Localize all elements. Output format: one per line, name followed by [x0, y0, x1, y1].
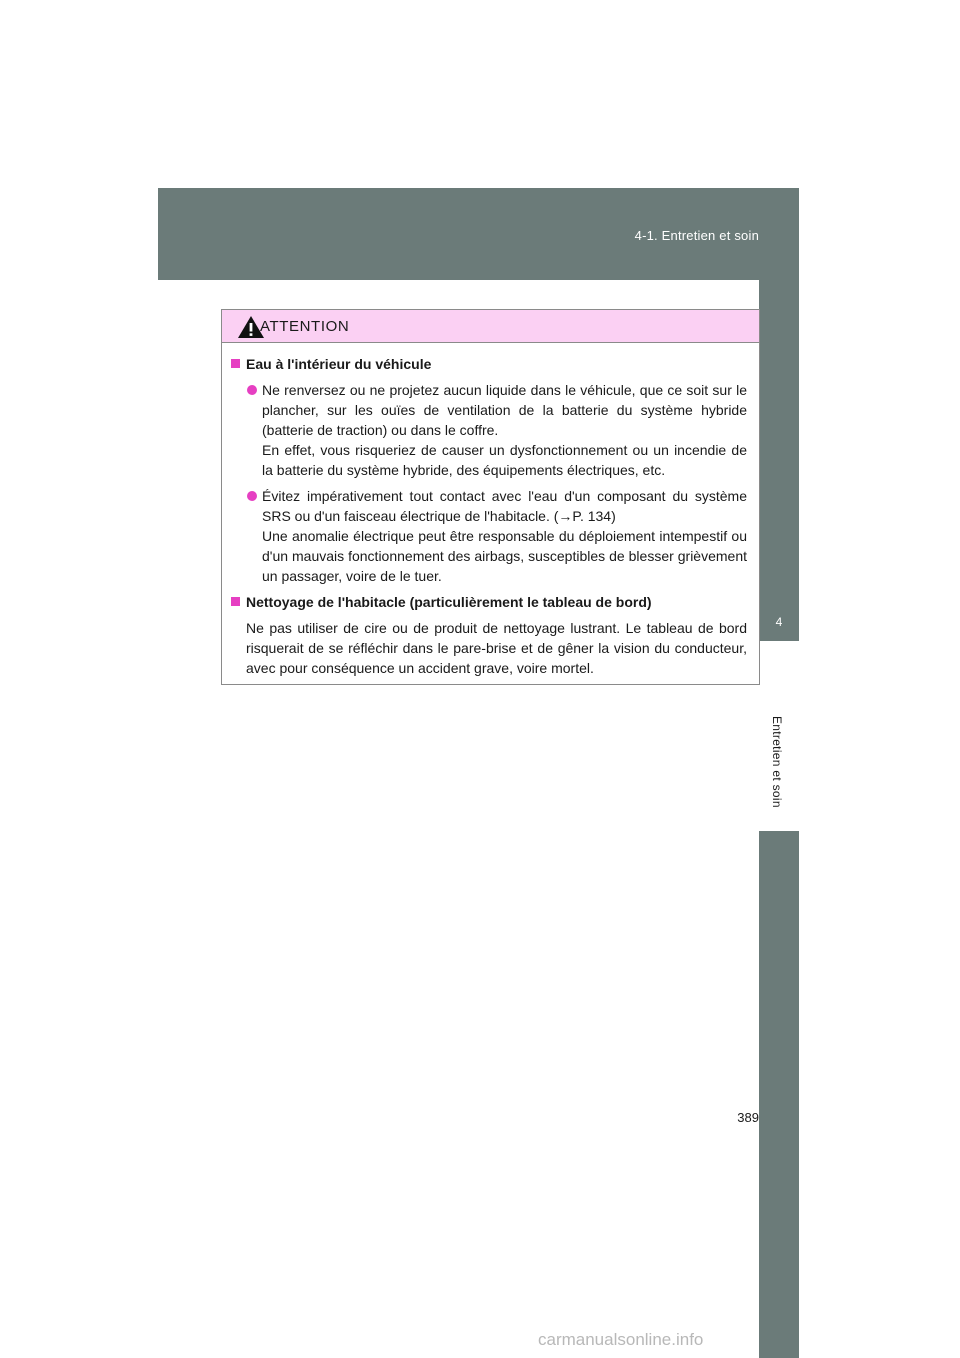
section-title: 4-1. Entretien et soin	[634, 228, 759, 243]
section-heading	[230, 354, 747, 374]
warning-body	[222, 343, 759, 678]
list-item	[230, 486, 747, 586]
list-item	[230, 380, 747, 480]
header-bar	[158, 188, 799, 280]
square-bullet-icon	[231, 359, 240, 368]
item-paragraph: Ne renversez ou ne projetez aucun liquide dans le véhicule, que ce soit sur le plancher, sur les ouïes de ventilation de la batterie du système hybride (batterie de traction) ou dans le coffre.	[262, 382, 747, 438]
warning-header	[222, 310, 759, 343]
section-heading-text: Nettoyage de l'habitacle (particulièrement le tableau de bord)	[246, 594, 652, 610]
warning-title: ATTENTION	[260, 318, 350, 335]
section-heading-text: Eau à l'intérieur du véhicule	[246, 356, 432, 372]
chapter-number: 4	[775, 615, 783, 629]
item-paragraph: En effet, vous risqueriez de causer un dysfonctionnement ou un incendie de la batterie du système hybride, des équipements électriques, etc.	[262, 442, 747, 478]
page-number: 389	[737, 1110, 759, 1125]
section-paragraph: Ne pas utiliser de cire ou de produit de nettoyage lustrant. Le tableau de bord risquerait de se réfléchir dans le pare-brise et de gêner la vision du conducteur, avec pour conséquence un accident grave, voire mortel.	[246, 620, 747, 676]
item-paragraph: Évitez impérativement tout contact avec l'eau d'un composant du système SRS ou d'un faisceau électrique de l'habitacle. (→P. 134)	[262, 488, 747, 524]
section-heading	[230, 592, 747, 612]
square-bullet-icon	[231, 597, 240, 606]
chapter-label: Entretien et soin	[770, 716, 784, 808]
circle-bullet-icon	[247, 385, 257, 395]
circle-bullet-icon	[247, 491, 257, 501]
warning-box	[221, 309, 760, 685]
item-paragraph: Une anomalie électrique peut être responsable du déploiement intempestif ou d'un mauvais fonctionnement des airbags, susceptibles de blesser grièvement un passager, voire de le tuer.	[262, 528, 747, 584]
watermark: carmanualsonline.info	[538, 1330, 704, 1349]
